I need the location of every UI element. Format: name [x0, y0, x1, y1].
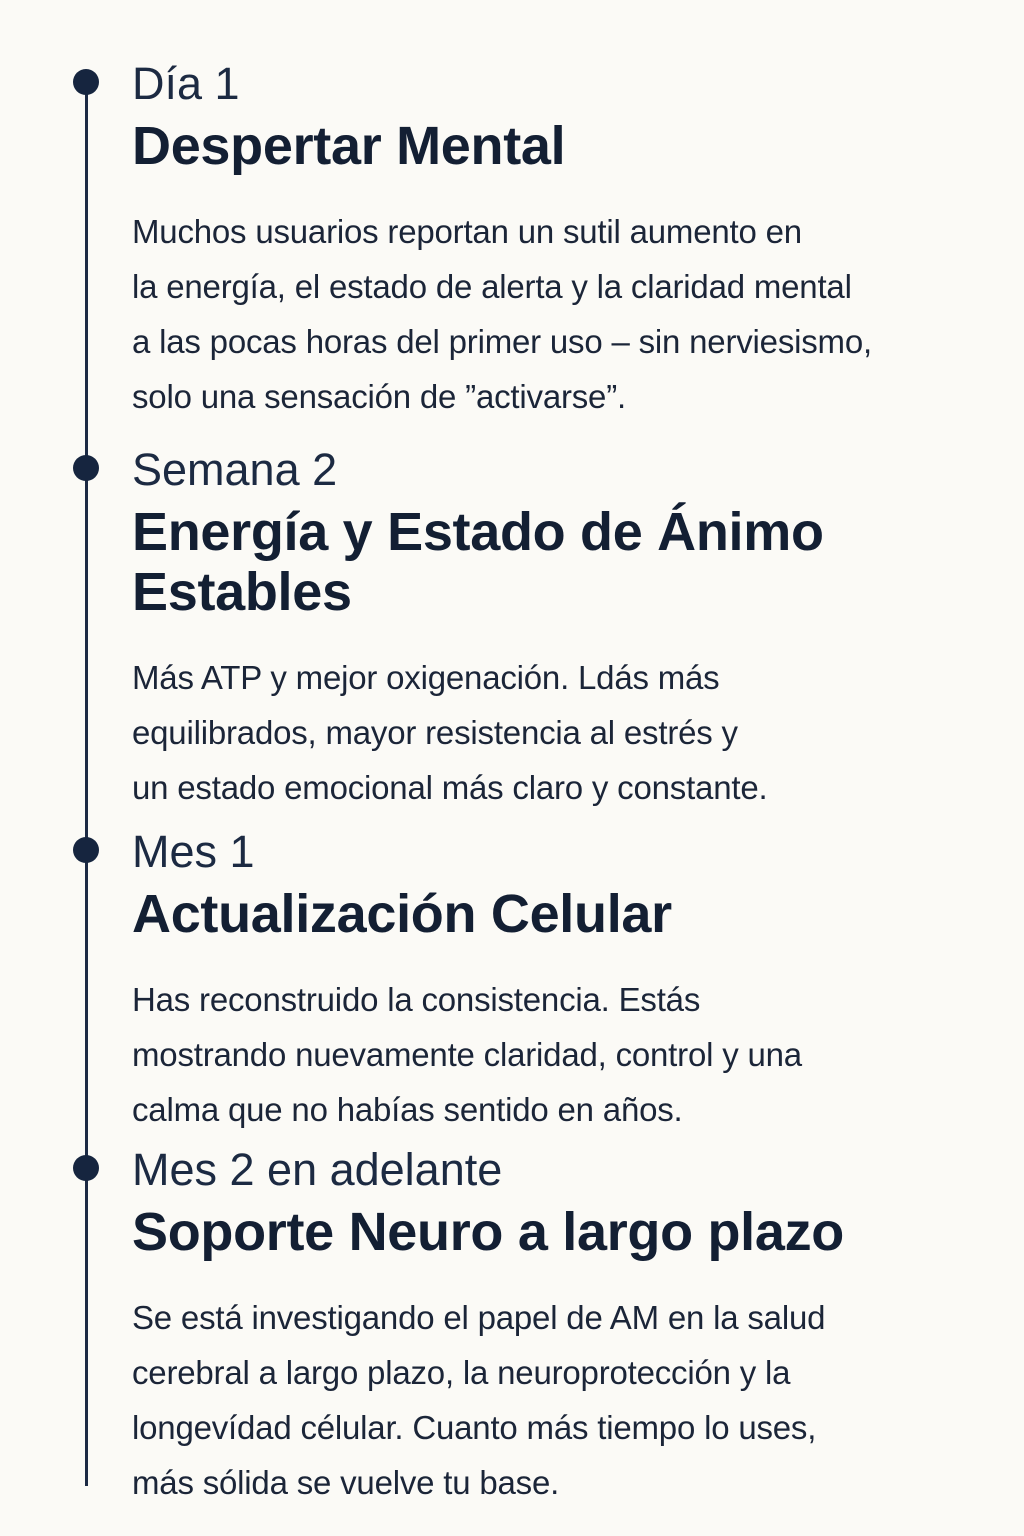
timeline-dot-icon	[73, 455, 99, 481]
timeline-entry-day-1	[132, 60, 992, 424]
timeline-entry-week-2	[132, 446, 992, 815]
timeline-dot-icon	[73, 1155, 99, 1181]
entry-description: Se está investigando el papel de AM en la salud cerebral a largo plazo, la neuroprotección y la longevídad célular. Cuanto más tiempo lo uses, más sólida se vuelve tu base.	[132, 1299, 826, 1501]
entry-title: Despertar Mental	[132, 116, 566, 176]
timeline-line	[85, 82, 88, 1486]
timeline-dot-icon	[73, 837, 99, 863]
timeline-dot-icon	[73, 69, 99, 95]
entry-period: Día 1	[132, 58, 240, 109]
timeline-entry-month-1	[132, 828, 992, 1137]
entry-description: Más ATP y mejor oxigenación. Ldás más equilibrados, mayor resistencia al estrés y un estado emocional más claro y constante.	[132, 659, 768, 806]
entry-period: Mes 1	[132, 826, 255, 877]
entry-description: Muchos usuarios reportan un sutil aumento en la energía, el estado de alerta y la claridad mental a las pocas horas del primer uso – sin nerviesismo, solo una sensación de ”activarse”.	[132, 213, 872, 415]
entry-title: Soporte Neuro a largo plazo	[132, 1202, 844, 1262]
entry-description: Has reconstruido la consistencia. Estás mostrando nuevamente claridad, control y una calma que no habías sentido en años.	[132, 981, 802, 1128]
entry-title: Energía y Estado de Ánimo Estables	[132, 502, 824, 622]
entry-period: Mes 2 en adelante	[132, 1144, 503, 1195]
timeline-entry-month-2-onward	[132, 1146, 992, 1510]
entry-period: Semana 2	[132, 444, 338, 495]
entry-title: Actualización Celular	[132, 884, 672, 944]
